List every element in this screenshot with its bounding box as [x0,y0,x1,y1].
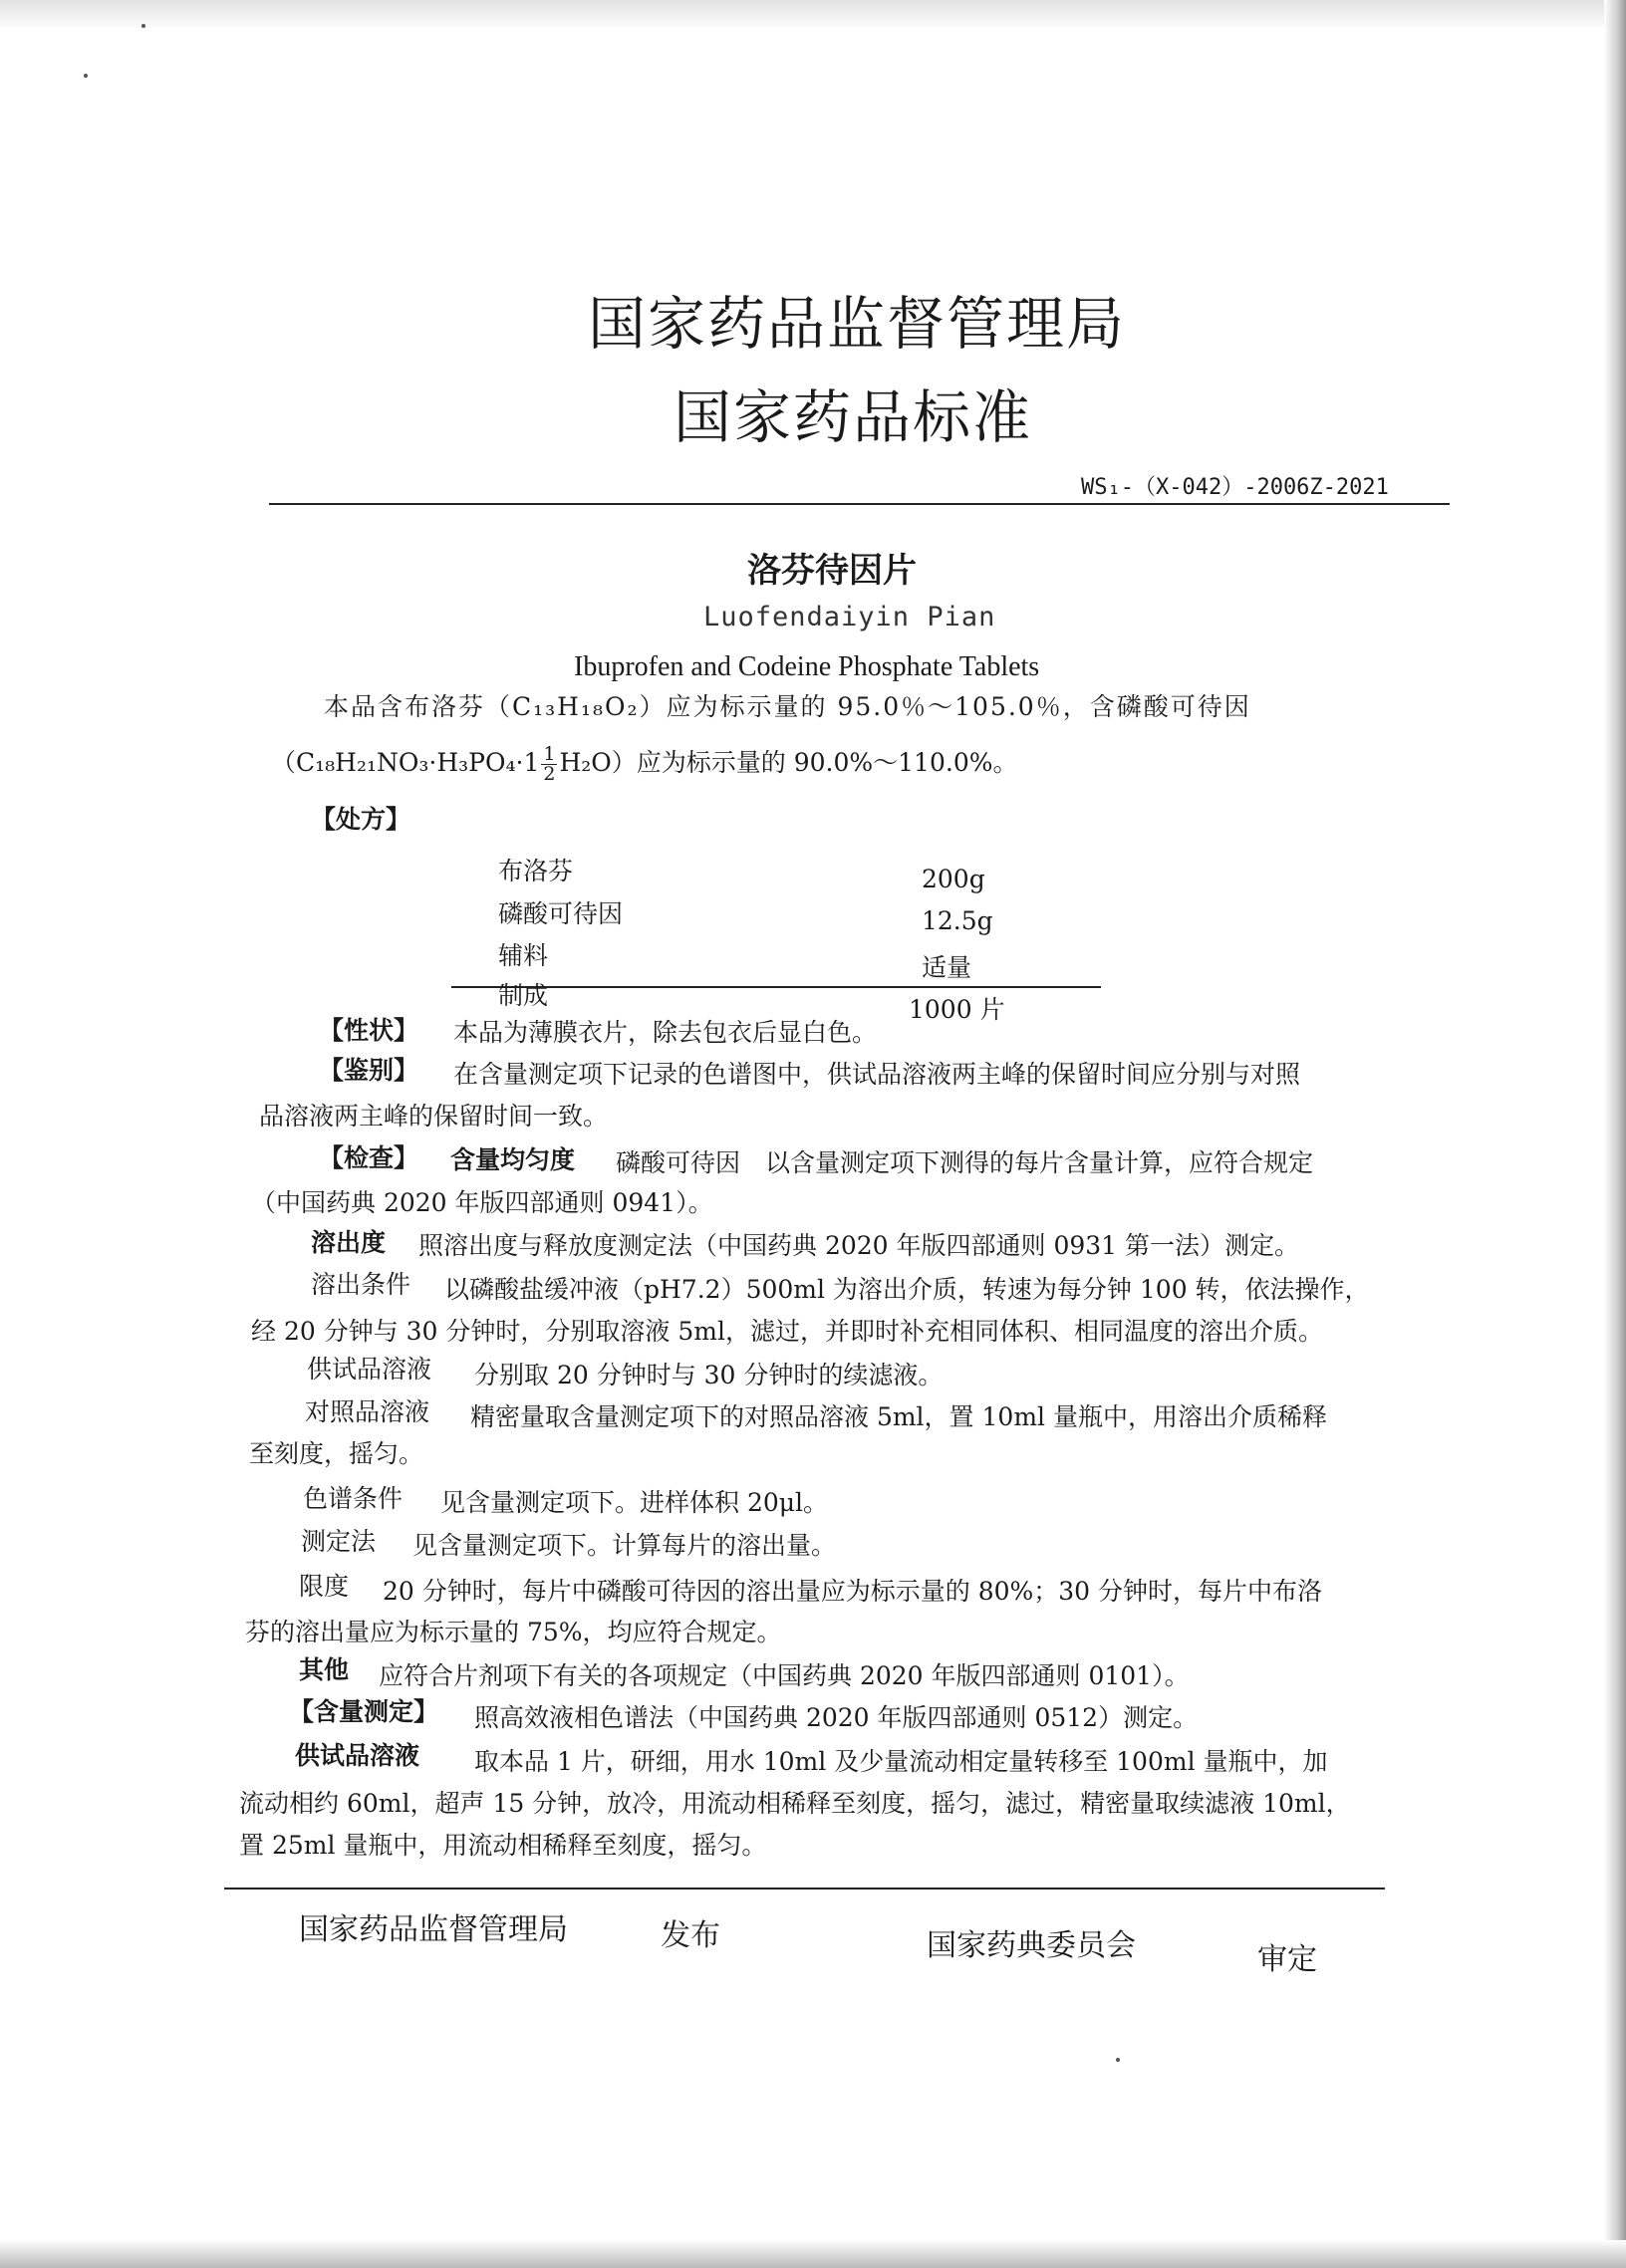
other-label: 其他 [299,1655,350,1684]
intro-line-2 [271,745,1017,784]
ref-solution-label: 对照品溶液 [305,1397,430,1426]
identification-text: 品溶液两主峰的保留时间一致。 [259,1102,609,1131]
scan-right-edge [1604,0,1626,2268]
inspection-label: 【检查】 [319,1143,419,1172]
scan-top-shadow [0,0,1626,30]
uniformity-label: 含量均匀度 [450,1145,576,1174]
standard-number: WS₁-（X-042）-2006Z-2021 [1081,475,1389,500]
ref-solution-text: 至刻度，摇匀。 [249,1439,424,1468]
publish-action: 发布 [661,1918,720,1953]
chromatography-label: 色谱条件 [303,1484,404,1513]
conditions-text: 经 20 分钟与 30 分钟时，分别取溶液 5ml，滤过，并即时补充相同体积、相同温度的溶出介质。 [251,1317,1323,1346]
recipe-total-name: 制成 [498,981,549,1010]
assay-solution-label: 供试品溶液 [295,1741,420,1770]
uniformity-text: 磷酸可待因 以含量测定项下测得的每片含量计算，应符合规定 [616,1148,1314,1177]
character-label: 【性状】 [319,1016,419,1045]
assay-label: 【含量测定】 [289,1697,439,1726]
scan-speck [1116,2058,1120,2062]
other-text: 应符合片剂项下有关的各项规定（中国药典 2020 年版四部通则 0101）。 [379,1661,1190,1690]
assay-text: 照高效液相色谱法（中国药典 2020 年版四部通则 0512）测定。 [474,1703,1199,1732]
fraction-one-half: $\frac{1}{2}$ [543,743,556,785]
footer-rule [224,1888,1385,1890]
header-rule [269,503,1450,505]
method-label: 测定法 [301,1527,377,1556]
uniformity-text: （中国药典 2020 年版四部通则 0941）。 [251,1188,713,1217]
dissolution-label: 溶出度 [311,1228,387,1257]
ref-solution-text: 精密量取含量测定项下的对照品溶液 5ml，置 10ml 量瓶中，用溶出介质稀释 [470,1402,1327,1431]
assay-solution-text: 流动相约 60ml，超声 15 分钟，放冷，用流动相稀释至刻度，摇匀，滤过，精密量取续滤液 10ml， [239,1789,1351,1818]
scan-speck [84,74,88,78]
test-solution-text: 分别取 20 分钟时与 30 分钟时的续滤液。 [474,1361,944,1389]
drug-name-pinyin: Luofendaiyin Pian [703,602,996,632]
recipe-name: 磷酸可待因 [498,899,624,928]
conditions-label: 溶出条件 [311,1270,411,1299]
limit-label: 限度 [299,1572,350,1601]
recipe-amount: 适量 [922,953,972,982]
identification-text: 在含量测定项下记录的色谱图中，供试品溶液两主峰的保留时间应分别与对照 [453,1060,1301,1089]
prescription-heading: 【处方】 [311,805,411,834]
limit-text: 芬的溶出量应为标示量的 75%，均应符合规定。 [245,1618,782,1646]
identification-label: 【鉴别】 [319,1056,419,1085]
drug-name-cn: 洛芬待因片 [747,551,917,591]
reviewer-name: 国家药典委员会 [927,1928,1136,1963]
method-text: 见含量测定项下。计算每片的溶出量。 [412,1531,837,1560]
intro-formula-end: H₂O）应为标示量的 90.0%～110.0%。 [559,748,1018,777]
scan-bottom-edge [0,2240,1626,2268]
recipe-amount: 12.5g [922,906,993,935]
recipe-name: 布洛芬 [498,857,574,885]
recipe-total-amount: 1000 片 [909,995,1005,1024]
recipe-name: 辅料 [498,941,549,970]
conditions-text: 以磷酸盐缓冲液（pH7.2）500ml 为溶出介质，转速为每分钟 100 转，依法操作， [444,1275,1370,1304]
intro-line-1: 本品含布洛芬（C₁₃H₁₈O₂）应为标示量的 95.0％～105.0％，含磷酸可待因 [324,692,1251,721]
prescription-total-rule [451,986,1101,988]
drug-name-en: Ibuprofen and Codeine Phosphate Tablets [574,651,1040,682]
agency-title: 国家药品监督管理局 [588,290,1127,358]
assay-solution-text: 置 25ml 量瓶中，用流动相稀释至刻度，摇匀。 [239,1831,767,1860]
scan-speck [141,24,145,28]
document-type-title: 国家药品标准 [674,383,1033,451]
test-solution-label: 供试品溶液 [307,1355,432,1384]
publisher-name: 国家药品监督管理局 [299,1912,568,1947]
assay-solution-text: 取本品 1 片，研细，用水 10ml 及少量流动相定量转移至 100ml 量瓶中，加 [474,1747,1328,1776]
recipe-amount: 200g [922,865,985,893]
chromatography-text: 见含量测定项下。进样体积 20μl。 [440,1488,829,1517]
intro-formula: （C₁₈H₂₁NO₃·H₃PO₄·1 [271,748,540,777]
review-action: 审定 [1257,1942,1317,1977]
dissolution-text: 照溶出度与释放度测定法（中国药典 2020 年版四部通则 0931 第一法）测定。 [418,1231,1300,1260]
character-text: 本品为薄膜衣片，除去包衣后显白色。 [453,1018,878,1047]
limit-text: 20 分钟时，每片中磷酸可待因的溶出量应为标示量的 80%；30 分钟时，每片中布洛 [383,1577,1323,1606]
